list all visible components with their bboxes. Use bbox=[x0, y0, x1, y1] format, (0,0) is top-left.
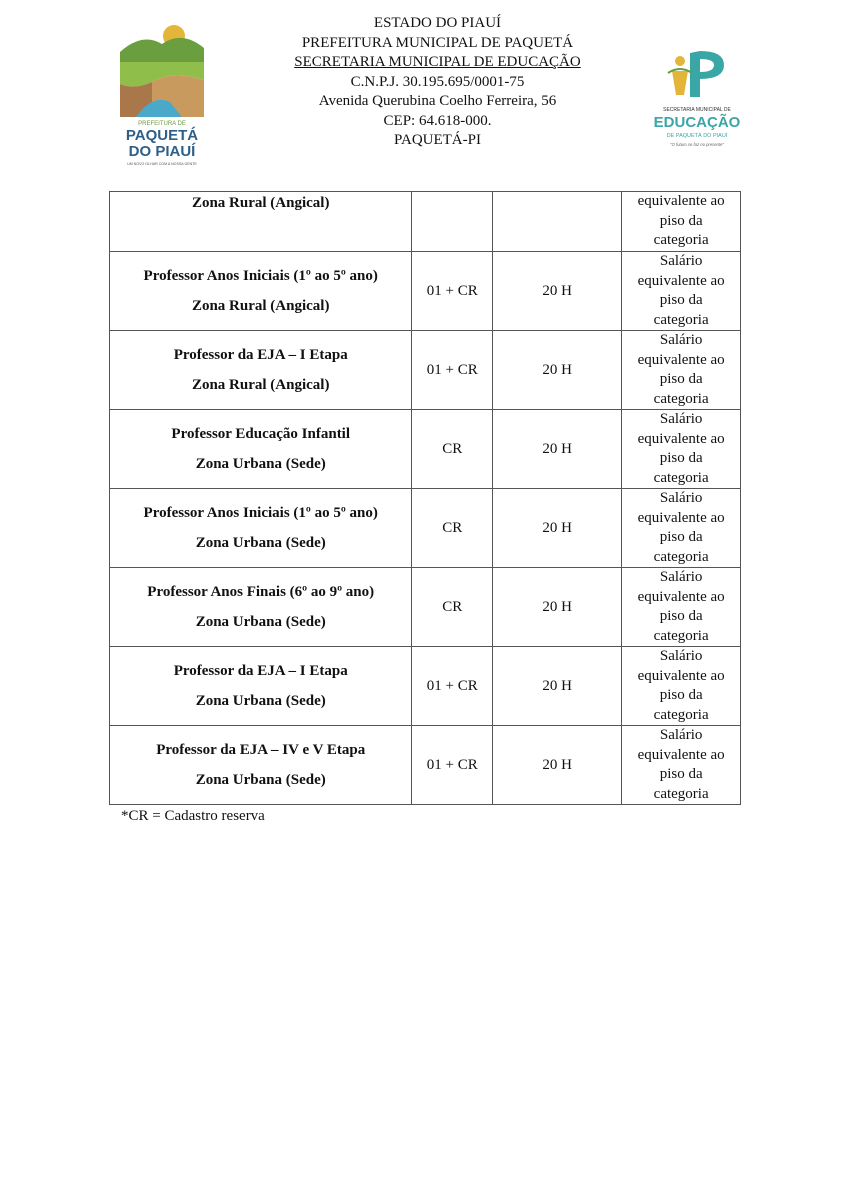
vagas-cell: CR bbox=[412, 568, 493, 647]
salario-line: Salário bbox=[659, 253, 703, 269]
vagas-cell bbox=[412, 192, 493, 252]
salario-cell bbox=[622, 647, 741, 726]
header-address: Avenida Querubina Coelho Ferreira, 56 bbox=[318, 93, 557, 109]
salario-line: equivalente ao bbox=[637, 193, 725, 210]
logo-left-slogan: UM NOVO OLHAR COM A NOSSA GENTE bbox=[127, 162, 197, 166]
salario-line: piso da bbox=[659, 608, 703, 624]
logo-right-line2: EDUCAÇÃO bbox=[653, 114, 741, 131]
cargo-cell bbox=[110, 410, 412, 489]
cargo-title: Professor da EJA – IV e V Etapa bbox=[156, 742, 366, 758]
cargo-zone: Zona Urbana (Sede) bbox=[195, 456, 326, 472]
salario-line: piso da bbox=[659, 687, 703, 703]
table-row bbox=[110, 647, 741, 726]
education-secretariat-logo bbox=[650, 45, 745, 170]
salario-line: categoria bbox=[653, 785, 709, 802]
salario-line: categoria bbox=[653, 311, 709, 328]
logo-right-line4: "O futuro se faz no presente" bbox=[670, 142, 724, 147]
cargo-zone: Zona Urbana (Sede) bbox=[195, 772, 326, 788]
salario-line: Salário bbox=[659, 411, 703, 427]
cargo-zone: Zona Rural (Angical) bbox=[191, 195, 330, 211]
vagas-cell: CR bbox=[412, 410, 493, 489]
cargo-cell bbox=[110, 192, 412, 252]
salario-line: piso da bbox=[659, 766, 703, 782]
vagas-cell: CR bbox=[412, 489, 493, 568]
salario-cell bbox=[622, 252, 741, 331]
header-text-block bbox=[230, 14, 645, 151]
vagas-cell: 01 + CR bbox=[412, 252, 493, 331]
salario-line: piso da bbox=[659, 529, 703, 545]
table-row bbox=[110, 410, 741, 489]
cargo-zone: Zona Urbana (Sede) bbox=[195, 535, 326, 551]
logo-right-line3: DE PAQUETÁ DO PIAUÍ bbox=[666, 133, 728, 139]
table-row bbox=[110, 489, 741, 568]
table-row bbox=[110, 726, 741, 805]
salario-line: equivalente ao bbox=[637, 430, 725, 447]
salario-line: piso da bbox=[659, 371, 703, 387]
salario-line: Salário bbox=[659, 727, 703, 743]
salario-line: Salário bbox=[659, 332, 703, 348]
document-header bbox=[0, 0, 849, 180]
cargo-zone: Zona Urbana (Sede) bbox=[195, 614, 326, 630]
table-row bbox=[110, 331, 741, 410]
header-prefeitura: PREFEITURA MUNICIPAL DE PAQUETÁ bbox=[301, 34, 574, 51]
carga-horaria-cell: 20 H bbox=[493, 410, 622, 489]
header-cnpj: C.N.P.J. 30.195.695/0001-75 bbox=[350, 73, 525, 90]
salario-line: categoria bbox=[653, 706, 709, 723]
salario-cell bbox=[622, 331, 741, 410]
logo-left-name2: DO PIAUÍ bbox=[128, 143, 196, 160]
vagas-cell: 01 + CR bbox=[412, 726, 493, 805]
carga-horaria-cell: 20 H bbox=[493, 252, 622, 331]
salario-line: equivalente ao bbox=[637, 667, 725, 684]
footnote: *CR = Cadastro reserva bbox=[121, 808, 265, 824]
table-row bbox=[110, 252, 741, 331]
header-secretaria: SECRETARIA MUNICIPAL DE EDUCAÇÃO bbox=[294, 54, 581, 70]
carga-horaria-cell bbox=[493, 192, 622, 252]
cargo-title: Professor Anos Iniciais (1º ao 5º ano) bbox=[143, 268, 378, 284]
header-cep: CEP: 64.618-000. bbox=[383, 112, 492, 129]
salario-line: categoria bbox=[653, 390, 709, 407]
salario-line: Salário bbox=[659, 490, 703, 506]
salario-line: Salário bbox=[659, 648, 703, 664]
cargo-cell bbox=[110, 489, 412, 568]
salario-line: categoria bbox=[653, 469, 709, 486]
cargo-cell bbox=[110, 726, 412, 805]
cargo-zone: Zona Urbana (Sede) bbox=[195, 693, 326, 709]
cargo-cell bbox=[110, 647, 412, 726]
salario-cell bbox=[622, 192, 741, 252]
cargo-title: Professor da EJA – I Etapa bbox=[173, 347, 348, 363]
salario-line: equivalente ao bbox=[637, 351, 725, 368]
carga-horaria-cell: 20 H bbox=[493, 489, 622, 568]
vagas-cell: 01 + CR bbox=[412, 647, 493, 726]
salario-line: piso da bbox=[659, 450, 703, 466]
carga-horaria-cell: 20 H bbox=[493, 647, 622, 726]
salario-line: categoria bbox=[653, 627, 709, 644]
cargo-zone: Zona Rural (Angical) bbox=[191, 298, 330, 314]
carga-horaria-cell: 20 H bbox=[493, 568, 622, 647]
cargo-title: Professor Anos Finais (6º ao 9º ano) bbox=[147, 584, 375, 600]
salario-line: Salário bbox=[659, 569, 703, 585]
carga-horaria-cell: 20 H bbox=[493, 726, 622, 805]
salario-cell bbox=[622, 410, 741, 489]
salario-line: categoria bbox=[653, 548, 709, 565]
salario-cell bbox=[622, 568, 741, 647]
logo-left-top-text: PREFEITURA DE bbox=[138, 121, 186, 127]
salario-line: equivalente ao bbox=[637, 588, 725, 605]
table-row bbox=[110, 192, 741, 252]
salario-cell bbox=[622, 726, 741, 805]
cargo-zone: Zona Rural (Angical) bbox=[191, 377, 330, 393]
cargo-title: Professor Anos Iniciais (1º ao 5º ano) bbox=[143, 505, 378, 521]
salario-line: equivalente ao bbox=[637, 272, 725, 289]
header-state: ESTADO DO PIAUÍ bbox=[373, 15, 502, 31]
salario-cell bbox=[622, 489, 741, 568]
cargo-title: Professor Educação Infantil bbox=[171, 426, 351, 442]
vagas-cell: 01 + CR bbox=[412, 331, 493, 410]
cargo-cell bbox=[110, 331, 412, 410]
table-row bbox=[110, 568, 741, 647]
salario-line: equivalente ao bbox=[637, 509, 725, 526]
cargo-cell bbox=[110, 252, 412, 331]
positions-table bbox=[109, 191, 741, 805]
logo-right-line1: SECRETARIA MUNICIPAL DE bbox=[663, 107, 731, 113]
header-city: PAQUETÁ-PI bbox=[394, 132, 481, 148]
salario-line: piso da bbox=[659, 212, 703, 229]
logo-left-name1: PAQUETÁ bbox=[125, 127, 199, 144]
cargo-title: Professor da EJA – I Etapa bbox=[173, 663, 348, 679]
carga-horaria-cell: 20 H bbox=[493, 331, 622, 410]
salario-line: equivalente ao bbox=[637, 746, 725, 763]
salario-line: categoria bbox=[653, 232, 709, 249]
paqueta-city-logo bbox=[112, 22, 212, 172]
cargo-cell bbox=[110, 568, 412, 647]
salario-line: piso da bbox=[659, 292, 703, 308]
